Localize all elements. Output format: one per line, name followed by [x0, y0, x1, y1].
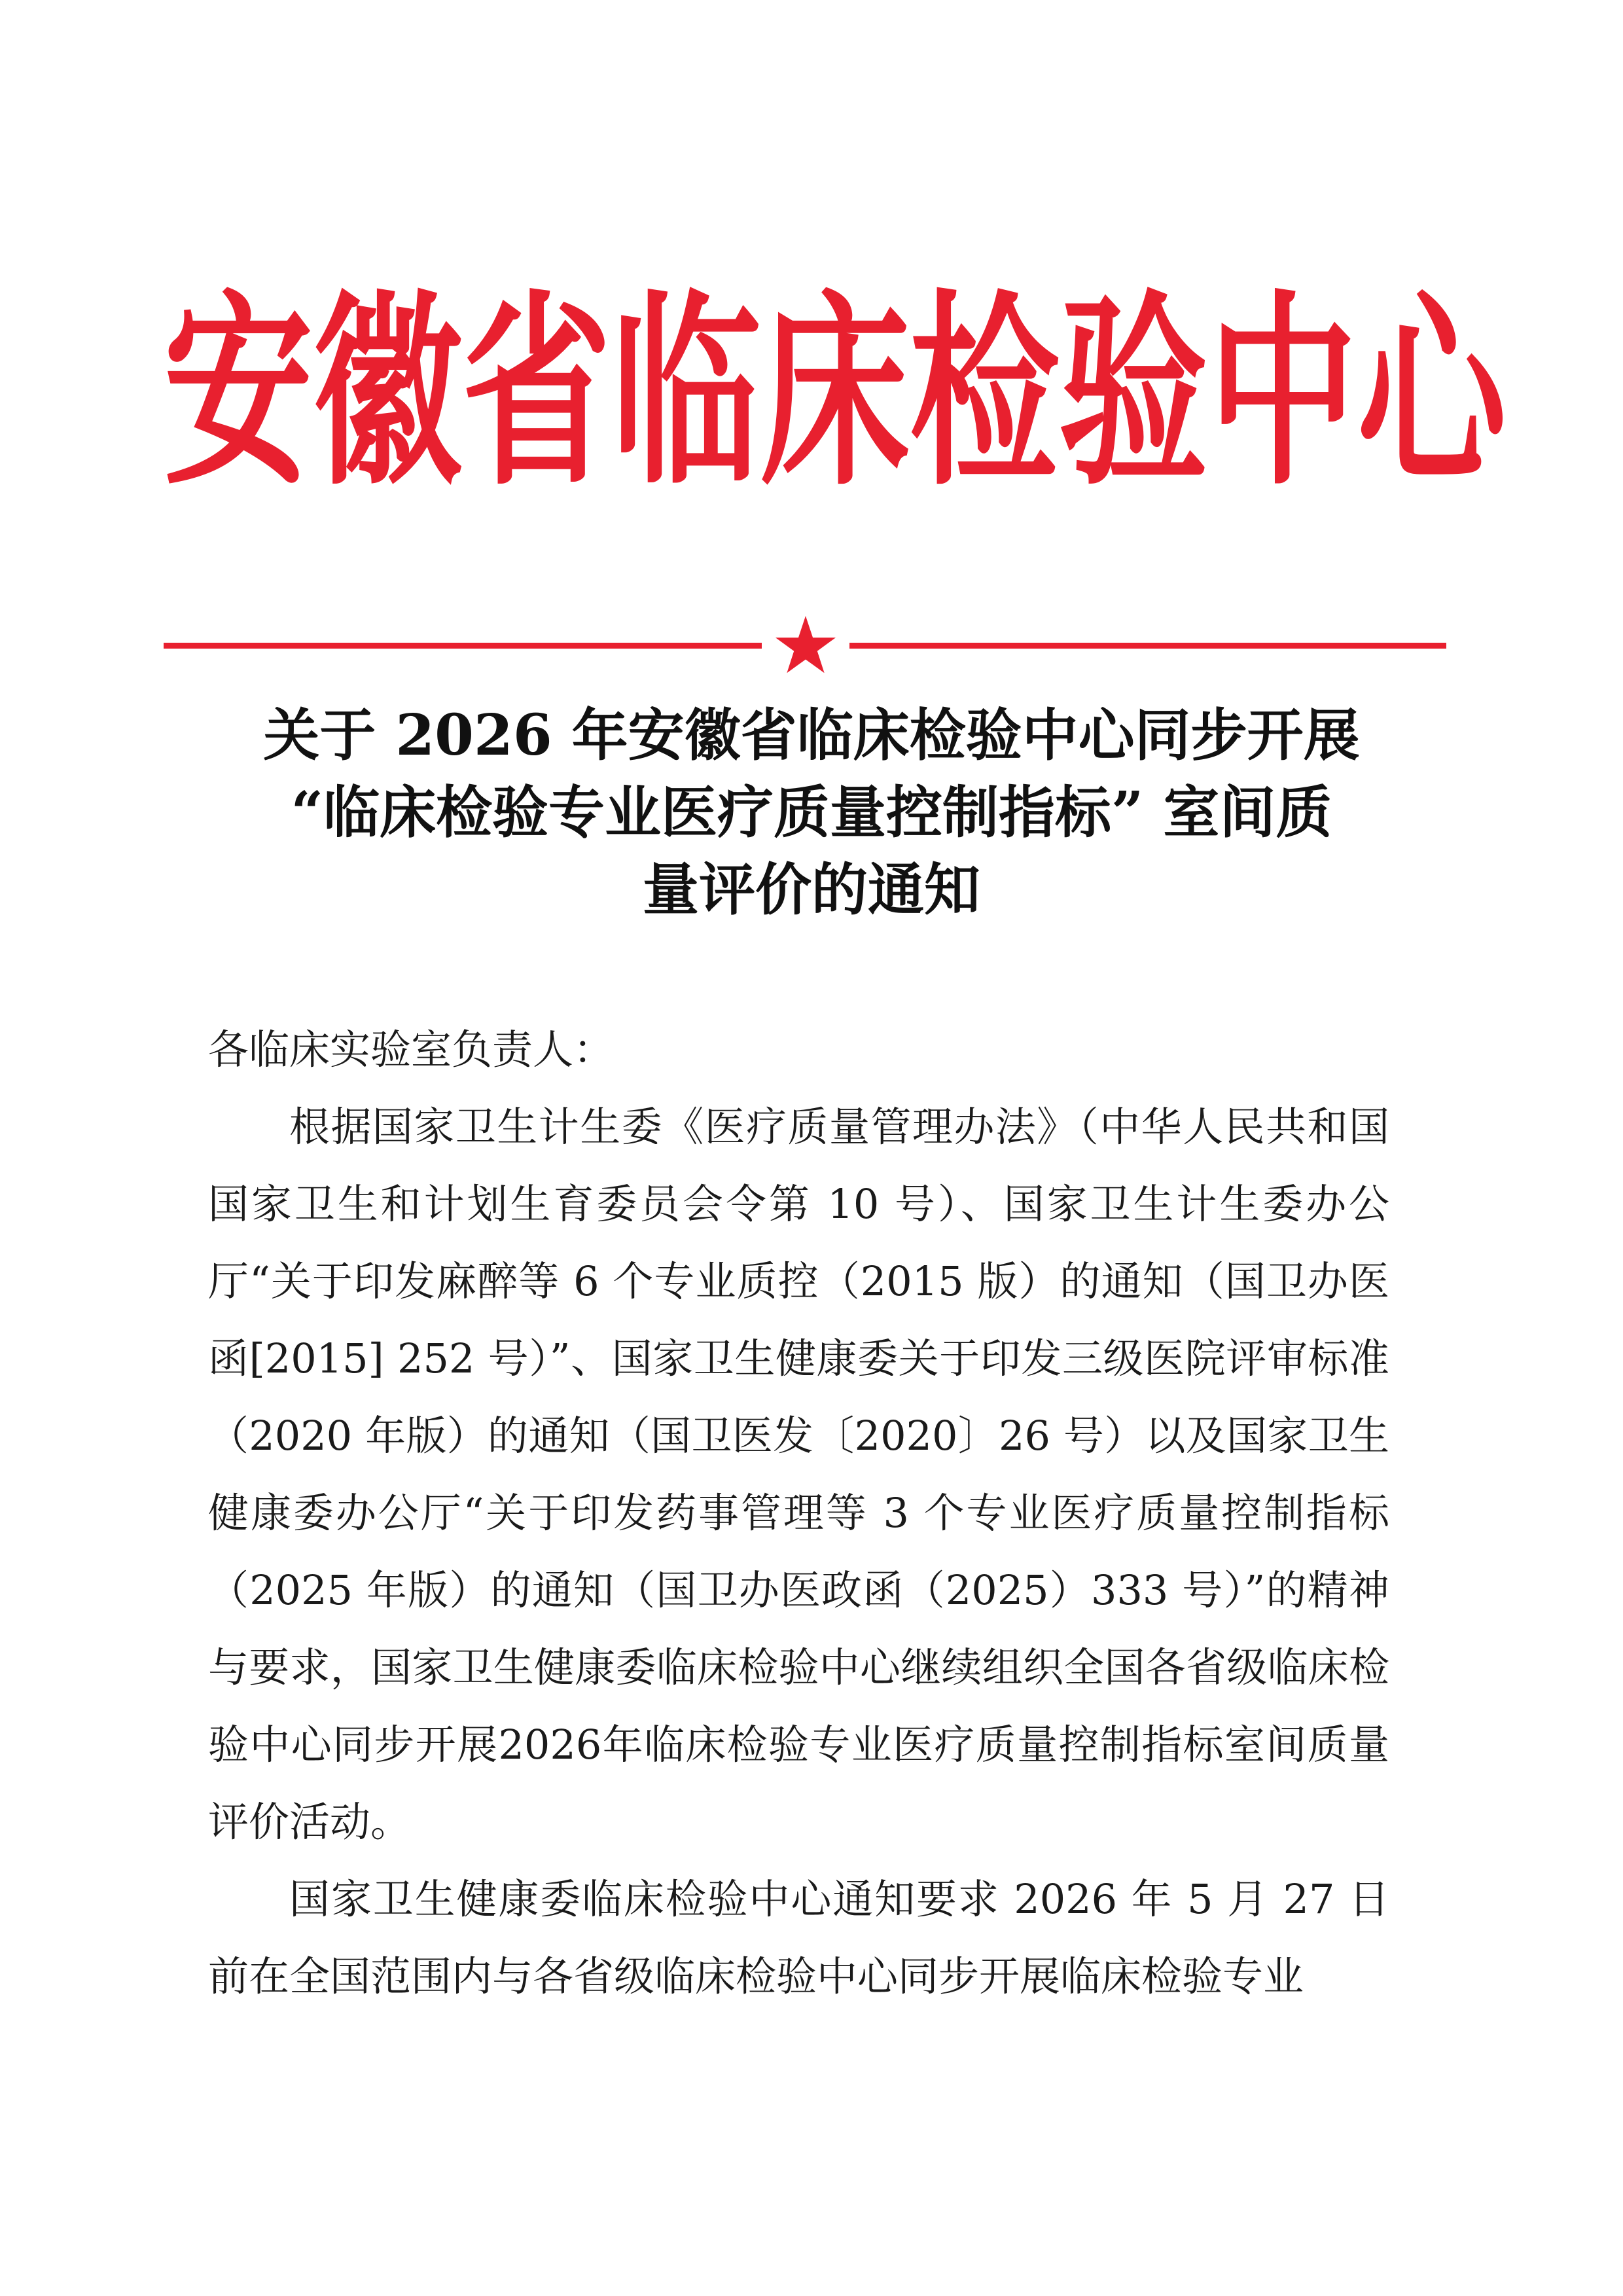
letterhead-char: 床 [760, 272, 910, 513]
title-line: “临床检验专业医疗质量控制指标” 室间质 [291, 780, 1332, 846]
salutation: 各临床实验室负责人： [208, 1026, 615, 1073]
letterhead-title [164, 255, 1507, 530]
letterhead-char: 省 [462, 272, 611, 513]
star-icon [775, 616, 836, 675]
letterhead-char: 安 [164, 272, 313, 513]
letterhead-rule-right [849, 643, 1446, 649]
title-line: 量评价的通知 [643, 857, 980, 923]
letterhead-char: 心 [1357, 272, 1507, 513]
body-paragraph: 国家卫生健康委临床检验中心通知要求 2026 年 5 月 27 日前在全国范围内与各省级临床检验中心同步开展临床检验专业 [208, 1875, 1389, 2000]
letterhead-char: 检 [910, 272, 1059, 513]
letterhead-char: 临 [611, 272, 760, 513]
title-line: 关于 2026 年安徽省临床检验中心同步开展 [263, 702, 1360, 768]
document-title [164, 697, 1459, 929]
letterhead-char: 徽 [313, 272, 462, 513]
letterhead-rule-left [164, 643, 762, 649]
body-paragraph: 根据国家卫生计生委《医疗质量管理办法》（中华人民共和国国家卫生和计划生育委员会令第 10 号）、国家卫生计生委办公厅“关于印发麻醉等 6 个专业质控（2015 版）的通知（国卫办医函[2015] 252 号）”、国家卫生健康委关于印发三级医院评审标准（2020 年版）的通知（国卫医发〔2020〕26 号）以及国家卫生健康委办公厅“关于印发药事管理等 3 个专业医疗质量控制指标（2025 年版）的通知（国卫办医政函（2025）333 号）”的精神与要求，国家卫生健康委临床检验中心继续组织全国各省级临床检验中心同步开展2026年临床检验专业医疗质量控制指标室间质量评价活动。 [208, 1103, 1389, 1846]
star-shape [776, 616, 836, 673]
letterhead-char: 中 [1208, 272, 1357, 513]
document-body [208, 1011, 1389, 2015]
letterhead-char: 验 [1059, 272, 1208, 513]
